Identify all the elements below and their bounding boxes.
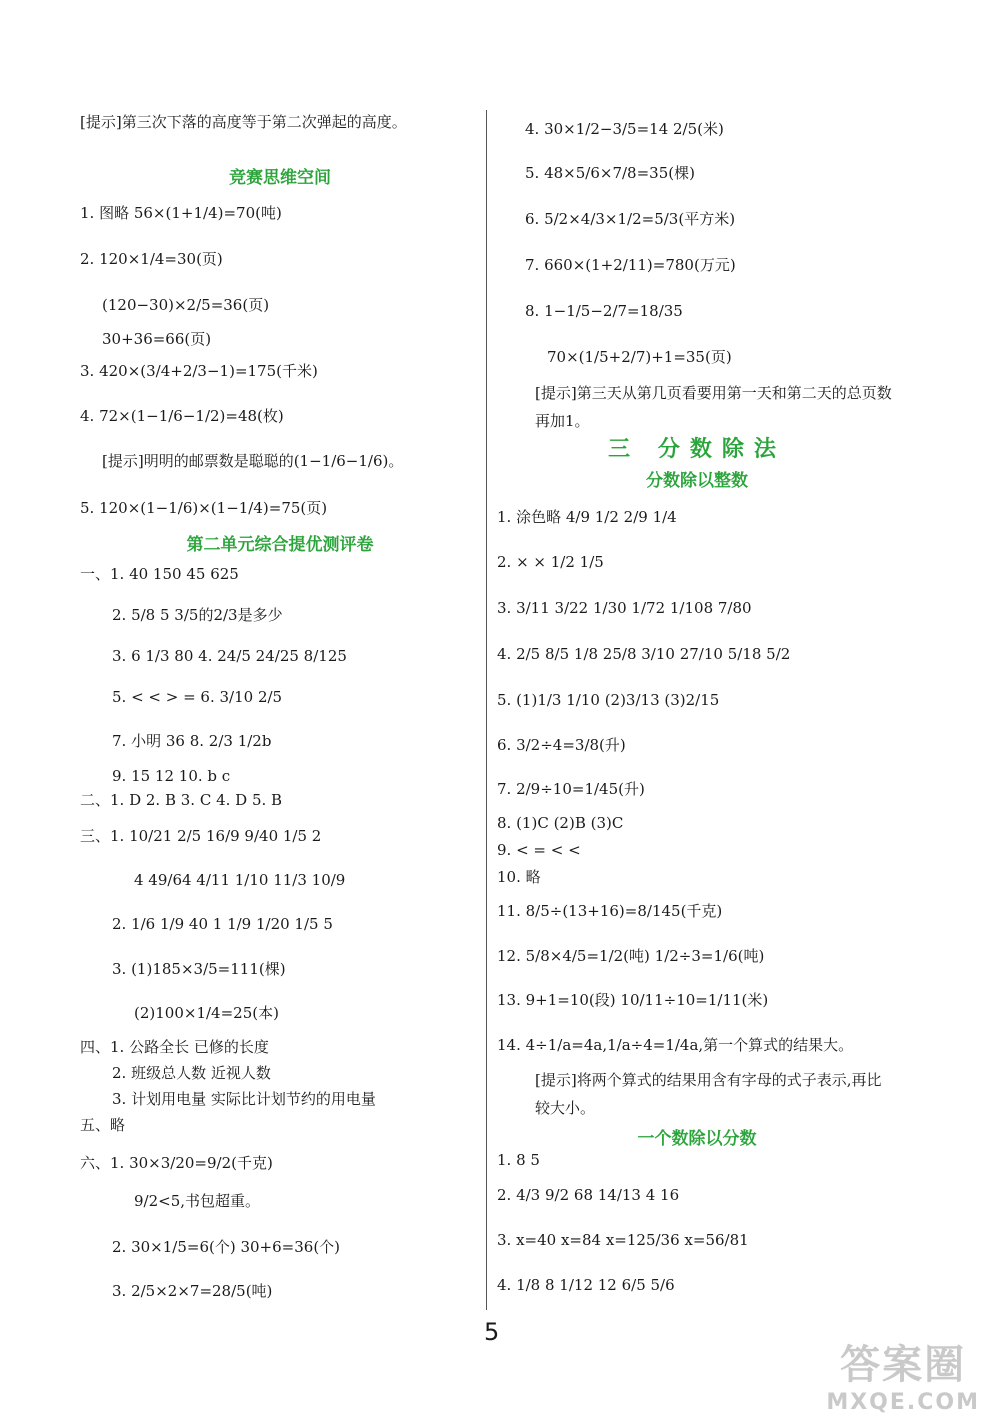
answer-line: 2. 1/6 1/9 40 1 1/9 1/20 1/5 5 xyxy=(112,915,333,933)
answer-line: 六、1. 30×3/20=9/2(千克) xyxy=(80,1153,273,1172)
answer-line: 2. 30×1/5=6(个) 30+6=36(个) xyxy=(112,1237,341,1256)
answer-line: 8. 1−1/5−2/7=18/35 xyxy=(525,302,683,320)
answer-line: 3. 420×(3/4+2/3−1)=175(千米) xyxy=(80,361,318,380)
answer-line: 7. 小明 36 8. 2/3 1/2b xyxy=(112,731,272,750)
answer-line: 6. 5/2×4/3×1/2=5/3(平方米) xyxy=(525,209,736,228)
answer-line: 7. 660×(1+2/11)=780(万元) xyxy=(525,255,736,274)
answer-line: 2. 120×1/4=30(页) xyxy=(80,249,223,268)
section-fraction-division: 三 分数除法 xyxy=(608,437,786,462)
answer-line: 9. < = < < xyxy=(497,841,581,859)
answer-line: 30+36=66(页) xyxy=(102,329,212,348)
answer-line: 四、1. 公路全长 已修的长度 xyxy=(80,1037,269,1056)
answer-line: 3. (1)185×3/5=111(棵) xyxy=(112,959,286,978)
watermark-bottom: MXQE.COM xyxy=(826,1390,980,1415)
answer-line: 3. 6 1/3 80 4. 24/5 24/25 8/125 xyxy=(112,647,347,665)
answer-line: (120−30)×2/5=36(页) xyxy=(102,295,270,314)
hint-line: [提示]明明的邮票数是聪聪的(1−1/6−1/6)。 xyxy=(102,451,404,470)
answer-line: 1. 涂色略 4/9 1/2 2/9 1/4 xyxy=(497,507,677,526)
answer-line: 4 49/64 4/11 1/10 11/3 10/9 xyxy=(134,871,346,889)
answer-line: 12. 5/8×4/5=1/2(吨) 1/2÷3=1/6(吨) xyxy=(497,946,765,965)
answer-line: 1. 8 5 xyxy=(497,1151,540,1169)
section-number-by-fraction: 一个数除以分数 xyxy=(637,1129,757,1149)
answer-line: 10. 略 xyxy=(497,867,541,886)
answer-line: (2)100×1/4=25(本) xyxy=(134,1003,279,1022)
answer-line: 3. 3/11 3/22 1/30 1/72 1/108 7/80 xyxy=(497,599,752,617)
answer-line: 五、略 xyxy=(80,1115,126,1134)
answer-line: 7. 2/9÷10=1/45(升) xyxy=(497,779,645,798)
answer-line: 2. 班级总人数 近视人数 xyxy=(112,1063,271,1082)
answer-line: 2. × × 1/2 1/5 xyxy=(497,553,604,571)
answer-line: 11. 8/5÷(13+16)=8/145(千克) xyxy=(497,901,723,920)
answer-line: 13. 9+1=10(段) 10/11÷10=1/11(米) xyxy=(497,990,769,1009)
answer-line: 4. 72×(1−1/6−1/2)=48(枚) xyxy=(80,406,284,425)
answer-line: 2. 4/3 9/2 68 14/13 4 16 xyxy=(497,1186,680,1204)
answer-line: 9/2<5,书包超重。 xyxy=(134,1191,261,1210)
answer-line: 2. 5/8 5 3/5的2/3是多少 xyxy=(112,605,283,624)
answer-line: 14. 4÷1/a=4a,1/a÷4=1/4a,第一个算式的结果大。 xyxy=(497,1035,854,1054)
answer-line: 8. (1)C (2)B (3)C xyxy=(497,814,624,832)
section-unit2-review: 第二单元综合提优测评卷 xyxy=(186,535,374,555)
column-divider xyxy=(486,110,487,1310)
answer-line: 70×(1/5+2/7)+1=35(页) xyxy=(547,347,732,366)
hint-bounce: [提示]第三次下落的高度等于第二次弹起的高度。 xyxy=(80,113,407,131)
answer-line: 3. 2/5×2×7=28/5(吨) xyxy=(112,1281,273,1300)
answer-line: 5. (1)1/3 1/10 (2)3/13 (3)2/15 xyxy=(497,691,720,709)
answer-line: 9. 15 12 10. b c xyxy=(112,767,231,785)
answer-line: 一、1. 40 150 45 625 xyxy=(80,564,239,583)
answer-line: 5. 48×5/6×7/8=35(棵) xyxy=(525,163,695,182)
answer-line: 4. 30×1/2−3/5=14 2/5(米) xyxy=(525,119,724,138)
hint-letters: [提示]将两个算式的结果用含有字母的式子表示,再比较大小。 xyxy=(535,1071,882,1117)
answer-line: 三、1. 10/21 2/5 16/9 9/40 1/5 2 xyxy=(80,826,322,845)
watermark-top: 答案圈 xyxy=(840,1342,967,1388)
hint-pages: [提示]第三天从第几页看要用第一天和第二天的总页数再加1。 xyxy=(535,384,892,430)
section-contest-thinking: 竞赛思维空间 xyxy=(229,168,331,188)
watermark-logo xyxy=(826,1333,980,1415)
answer-line: 4. 1/8 8 1/12 12 6/5 5/6 xyxy=(497,1276,675,1294)
answer-line: 5. < < > = 6. 3/10 2/5 xyxy=(112,688,283,706)
section-fraction-by-integer: 分数除以整数 xyxy=(646,471,748,491)
answer-line: 3. x=40 x=84 x=125/36 x=56/81 xyxy=(497,1231,749,1249)
answer-line: 5. 120×(1−1/6)×(1−1/4)=75(页) xyxy=(80,498,328,517)
answer-line: 6. 3/2÷4=3/8(升) xyxy=(497,735,626,754)
answer-line: 4. 2/5 8/5 1/8 25/8 3/10 27/10 5/18 5/2 xyxy=(497,645,791,663)
answer-line: 二、1. D 2. B 3. C 4. D 5. B xyxy=(80,790,283,809)
answer-line: 1. 图略 56×(1+1/4)=70(吨) xyxy=(80,203,282,222)
page-number: 5 xyxy=(484,1318,500,1346)
answer-line: 3. 计划用电量 实际比计划节约的用电量 xyxy=(112,1089,376,1108)
